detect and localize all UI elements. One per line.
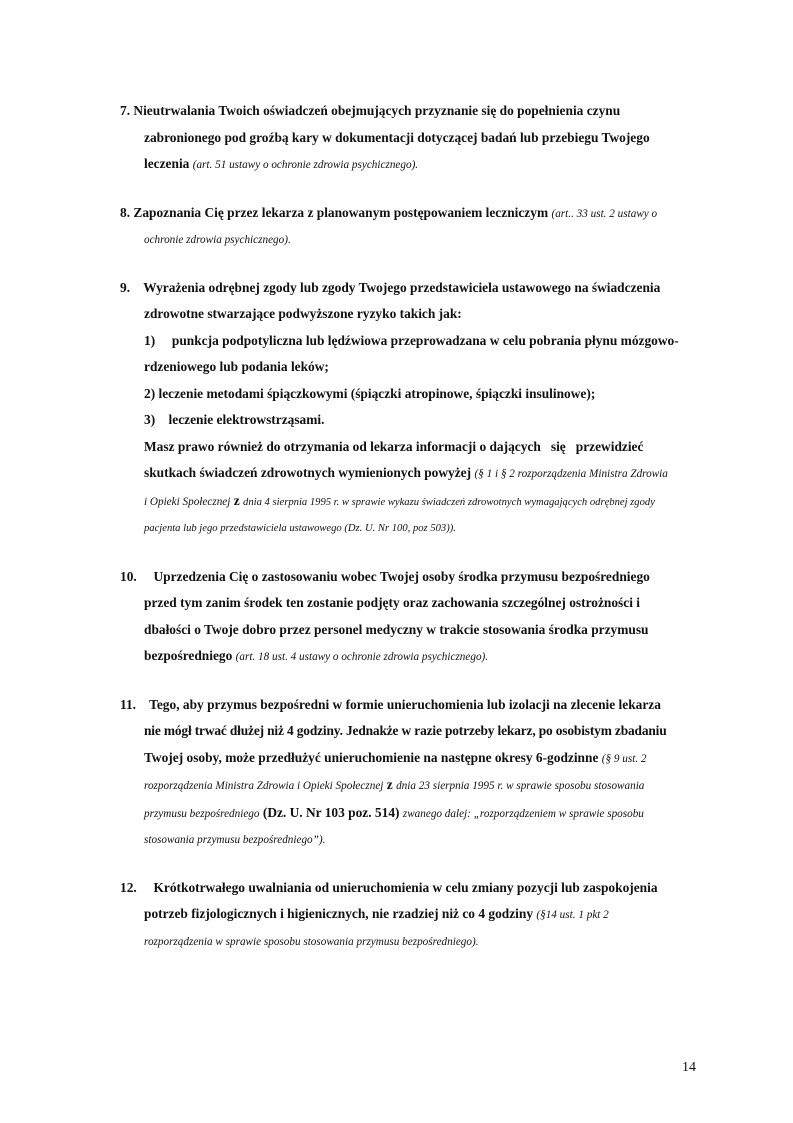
legal-reference: przymusu bezpośredniego [144, 807, 260, 820]
item-text: potrzeb fizjologicznych i higienicznych, nie rzadziej niż co 4 godziny [144, 906, 534, 921]
item-text: nie mógł trwać dłużej niż 4 godziny. Jednakże w razie potrzeby lekarz, po osobistym zbadaniu [144, 723, 667, 738]
item-number: 10. [120, 568, 137, 584]
item-text: Zapoznania Cię przez lekarza z planowanym postępowaniem leczniczym [133, 204, 549, 220]
item-number: 11. [120, 696, 136, 712]
item-text: zdrowotne stwarzające podwyższone ryzyko takich jak: [144, 306, 462, 321]
legal-reference: i Opieki Społecznej [144, 495, 231, 508]
item-text: Wyrażenia odrębnej zgody lub zgody Twojego przedstawiciela ustawowego na świadczenia [143, 279, 661, 295]
legal-reference: (§14 ust. 1 pkt 2 [536, 909, 609, 921]
item-text: Nieutrwalania Twoich oświadczeń obejmujących przyznanie się do popełnienia czynu [133, 103, 621, 118]
subitem-3: 3) leczenie elektrowstrząsami. [144, 412, 325, 427]
page-number: 14 [682, 1060, 696, 1075]
list-item-11 [120, 692, 702, 854]
list-item-10 [120, 564, 702, 671]
legal-reference: dnia 4 sierpnia 1995 r. w sprawie wykazu świadczeń zdrowotnych wymagających odrębnej zgody [243, 496, 655, 508]
legal-reference: (art. 51 ustawy o ochronie zdrowia psychicznego). [192, 159, 419, 171]
legal-reference-z: z [386, 777, 393, 792]
item-text: zabronionego pod groźbą kary w dokumentacji dotyczącej badań lub przebiegu Twojego [144, 129, 650, 145]
legal-reference: dnia 23 sierpnia 1995 r. w sprawie sposobu stosowania [396, 780, 645, 792]
item-text: Tego, aby przymus bezpośredni w formie unieruchomienia lub izolacji na zlecenie lekarza [149, 696, 661, 712]
legal-reference: (art. 18 ust. 4 ustawy o ochronie zdrowia psychicznego). [235, 651, 489, 663]
list-item-8 [120, 200, 702, 254]
item-text: Twojej osoby, może przedłużyć unieruchomienie na następne okresy 6-godzinne [144, 749, 599, 765]
list-item-7 [120, 98, 702, 179]
item-text: bezpośredniego [144, 648, 233, 663]
legal-reference-z: z [233, 492, 240, 508]
list-item-9 [120, 275, 702, 543]
subitem-1-cont: rdzeniowego lub podania leków; [144, 359, 329, 374]
item-number: 9. [120, 279, 131, 295]
legal-reference: zwanego dalej: „rozporządzeniem w sprawie sposobu [402, 807, 644, 820]
item-number: 8. [120, 204, 131, 220]
legal-reference: (§ 9 ust. 2 [601, 752, 647, 765]
item-text: dbałości o Twoje dobro przez personel medyczny w trakcie stosowania środka przymusu [144, 621, 649, 637]
legal-reference: ochronie zdrowia psychicznego). [144, 234, 291, 246]
item-text: przed tym zanim środek ten zostanie podjęty oraz zachowania szczególnej ostrożności i [144, 595, 640, 610]
legal-reference: (art.. 33 ust. 2 ustawy o [551, 207, 658, 220]
note-text: skutkach świadczeń zdrowotnych wymienionych powyżej [144, 465, 472, 480]
document-page [120, 98, 702, 976]
legal-reference: (§ 1 i § 2 rozporządzenia Ministra Zdrowia [474, 468, 668, 480]
item-number: 7. [120, 103, 131, 118]
legal-reference: rozporządzenia w sprawie sposobu stosowania przymusu bezpośredniego). [144, 935, 479, 948]
legal-reference: stosowania przymusu bezpośredniego”). [144, 834, 326, 846]
subitem-1: 1) punkcja podpotyliczna lub lędźwiowa przeprowadzana w celu pobrania płynu mózgowo- [144, 332, 679, 348]
item-text: Krótkotrwałego uwalniania od unieruchomienia w celu zmiany pozycji lub zaspokojenia [153, 879, 658, 895]
item-text: leczenia [144, 156, 190, 171]
legal-reference: rozporządzenia Ministra Zdrowia i Opieki Społecznej [144, 780, 384, 792]
list-item-12 [120, 875, 702, 956]
subitem-2: 2) leczenie metodami śpiączkowymi (śpiączki atropinowe, śpiączki insulinowe); [144, 385, 596, 401]
journal-reference: (Dz. U. Nr 103 poz. 514) [262, 804, 400, 820]
note-text: Masz prawo również do otrzymania od lekarza informacji o dających się przewidzieć [144, 438, 644, 454]
legal-reference: pacjenta lub jego przedstawiciela ustawowego (Dz. U. Nr 100, poz 503)). [144, 523, 456, 534]
item-number: 12. [120, 879, 137, 895]
item-text: Uprzedzenia Cię o zastosowaniu wobec Twojej osoby środka przymusu bezpośredniego [153, 568, 650, 584]
